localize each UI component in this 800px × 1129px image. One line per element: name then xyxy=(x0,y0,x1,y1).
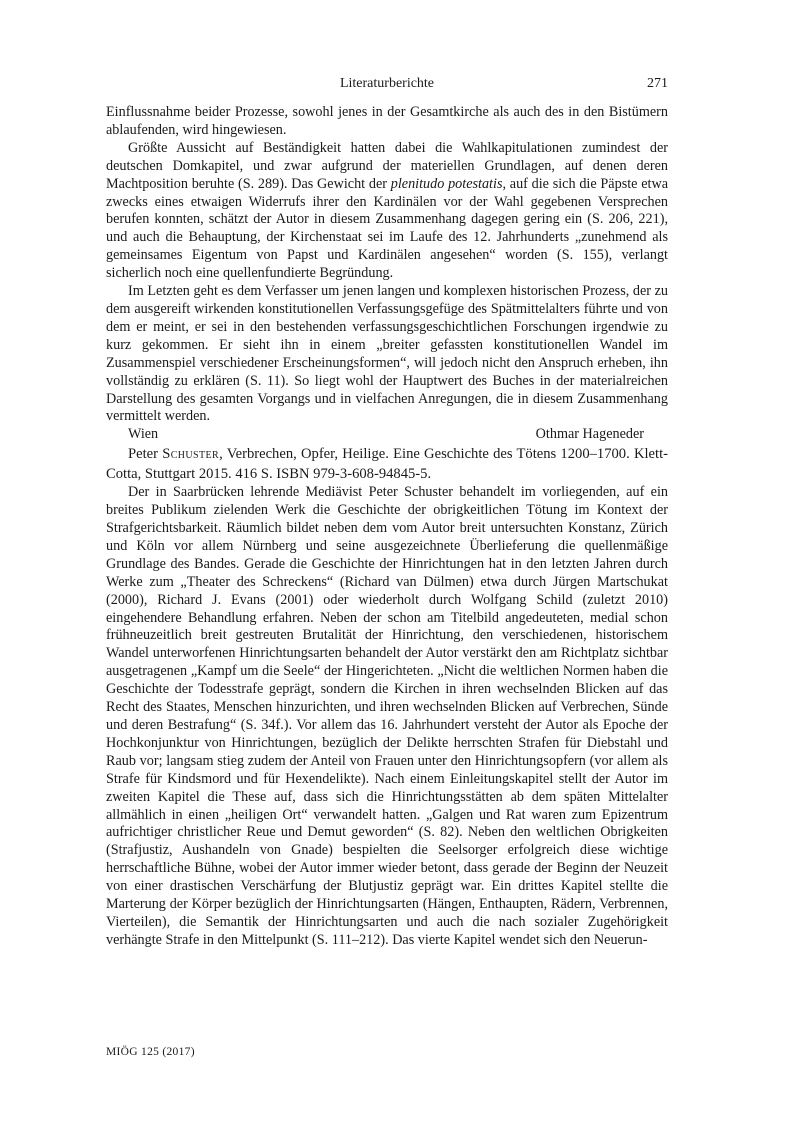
running-title: Literaturberichte xyxy=(339,76,435,91)
review1-paragraph-3: Im Letzten geht es dem Verfasser um jenen langen und komplexen historischen Prozess, der zu dem ausgereift wirkenden konstitutionellen Verfassungsgefüge des Spätmittelalters führte und von dem er meint, er sei in den bestehenden verfassungsgeschichtlichen Forschungen irgendwie zu kurz gekommen. Er sieht ihn in einem „breiter gefassten konstitutionellen Wandel im Zusammenspiel verschiedener Erscheinungsformen“, will jedoch nicht den Anspruch erheben, ihn vollständig zu erklären (S. 11). So liegt wohl der Hauptwert des Buches in der materialreichen Darstellung des gesamten Vorgangs und in vielfachen Anregungen, die in diesem Zusammenhang vermittelt werden. xyxy=(106,283,668,425)
review1-paragraph-1: Einflussnahme beider Prozesse, sowohl jenes in der Gesamtkirche als auch des in den Bistümern ablaufenden, wird hingewiesen. xyxy=(106,104,668,138)
review2-heading-pre: Peter xyxy=(128,446,163,463)
review1-reviewer: Othmar Hageneder xyxy=(535,426,644,443)
review1-place: Wien xyxy=(128,426,159,443)
review2-book-author: Schuster xyxy=(162,446,220,463)
review1-paragraph-2-text-b: , auf die sich die Päpste etwa zwecks eines etwaigen Widerrufs ihrer den Kardinälen vor der Wahl gegebenen Versprechen berufen konnten, schätzt der Autor in diesem Zusammenhang dagegen gering ein (S. 206, 221), und auch die Behauptung, der Kirchenstaat sei im Laufe des 12. Jahrhunderts „zunehmend als gemeinsames Eigentum von Papst und Kardinälen angesehen“ worden (S. 155), verlangt sicherlich noch eine quellenfundierte Begründung. xyxy=(106,175,668,282)
review2-bibliographic-heading xyxy=(106,444,668,484)
review1-paragraph-2-text-a: Größte Aussicht auf Beständigkeit hatten dabei die Wahlkapitulationen zumindest der deutschen Domkapitel, und zwar aufgrund der materiellen Grundlagen, auf denen deren Machtposition beruhte (S. 289). Das Gewicht der xyxy=(106,139,668,192)
page-header xyxy=(106,76,668,96)
page-number: 271 xyxy=(647,76,668,91)
latin-term: plenitudo potestatis xyxy=(390,175,503,192)
journal-footer: MIÖG 125 (2017) xyxy=(106,1046,195,1058)
review1-signoff xyxy=(106,426,668,444)
review2-heading-post: , Verbrechen, Opfer, Heilige. Eine Geschichte des Tötens 1200–1700. Klett-Cotta, Stuttgart 2015. 416 S. ISBN 979-3-608-94845-5. xyxy=(106,446,668,483)
article-body xyxy=(106,104,668,950)
review1-paragraph-2 xyxy=(106,140,668,283)
review2-paragraph-1: Der in Saarbrücken lehrende Mediävist Peter Schuster behandelt im vorliegenden, auf ein breites Publikum zielenden Werk die Geschichte der obrigkeitlichen Tötung im Kontext der Strafgerichtsbarkeit. Räumlich bildet neben dem vom Autor breit untersuchten Konstanz, Zürich und Köln vor allem Nürnberg und seine ausgezeichnete Überlieferung die quellenmäßige Grundlage des Bandes. Gerade die Geschichte der Hinrichtungen hat in den letzten Jahren durch Werke zum „Theater des Schreckens“ (Richard van Dülmen) etwa durch Jürgen Martschukat (2000), Richard J. Evans (2001) oder wiederholt durch Wolfgang Schild (zuletzt 2010) eingehendere Behandlung erfahren. Neben der schon am Titelbild angedeuteten, medial schon frühneuzeitlich breit gestreuten Brutalität der Hinrichtung, den verschiedenen, historischem Wandel unterworfenen Hinrichtungsarten behandelt der Autor verstärkt den am Richtplatz sichtbar ausgetragenen „Kampf um die Seele“ der Hingerichteten. „Nicht die weltlichen Normen haben die Geschichte der Todesstrafe geprägt, sondern die Kirchen in ihren wechselnden Blicken auf das Recht des Staates, Menschen hinzurichten, und ihren wechselnden Blicken auf Verbrechen, Sünde und deren Bestrafung“ (S. 34f.). Vor allem das 16. Jahrhundert versteht der Autor als Epoche der Hochkonjunktur von Hinrichtungen, bezüglich der Delikte herrschten Strafen für Diebstahl und Raub vor; langsam stieg zudem der Anteil von Frauen unter den Hinrichtungsopfern (vor allem als Strafe für Kindsmord und für Hexendelikte). Nach einem Einleitungskapitel stellt der Autor im zweiten Kapitel die These auf, dass sich die Hinrichtungsstätten ab dem späten Mittelalter allmählich in einen „heiligen Ort“ verwandelt hatten. „Galgen und Rat waren zum Epizentrum aufrichtiger christlicher Reue und Demut geworden“ (S. 82). Neben den weltlichen Obrigkeiten (Strafjustiz, Aushandeln von Gnade) bespielten die Seelsorger erfolgreich diese wichtige herrschaftliche Bühne, wobei der Autor immer wieder betont, dass gerade der Beginn der Neuzeit von einer drastischen Verschärfung der Blutjustiz geprägt war. Ein drittes Kapitel stellte die Marterung der Körper bezüglich der Hinrichtungsarten (Hängen, Enthaupten, Rädern, Verbrennen, Vierteilen), die Semantik der Hinrichtungsarten und auch die nach sozialer Zugehörigkeit verhängte Strafe in den Mittelpunkt (S. 111–212). Das vierte Kapitel wendet sich den Neuerun- xyxy=(106,484,668,948)
